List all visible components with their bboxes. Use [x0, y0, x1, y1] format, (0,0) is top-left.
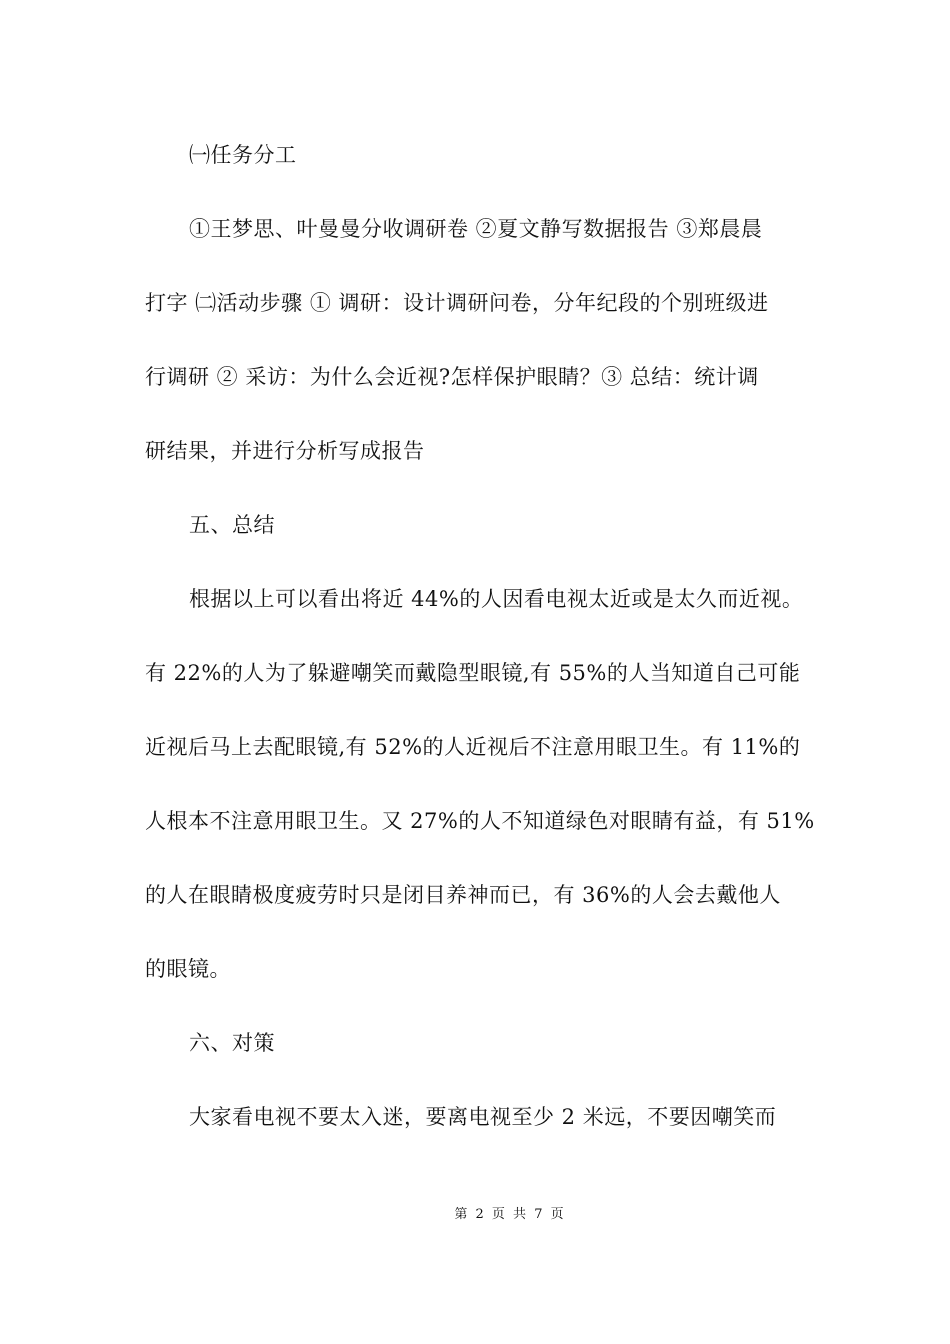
section-heading-countermeasures: 六、对策	[189, 1031, 275, 1055]
paragraph-line: 行调研 ② 采访：为什么会近视?怎样保护眼睛？③ 总结：统计调	[145, 365, 759, 389]
paragraph-line: 有 22%的人为了躲避嘲笑而戴隐型眼镜,有 55%的人当知道自己可能	[145, 661, 801, 685]
task-heading: ㈠任务分工	[189, 143, 297, 167]
paragraph-line: 的眼镜。	[145, 957, 231, 981]
paragraph-line: 近视后马上去配眼镜,有 52%的人近视后不注意用眼卫生。有 11%的	[145, 735, 801, 759]
paragraph-line: 打字 ㈡活动步骤 ① 调研：设计调研问卷，分年纪段的个别班级进	[145, 291, 769, 315]
paragraph-line: ①王梦思、叶曼曼分收调研卷 ②夏文静写数据报告 ③郑晨晨	[189, 217, 763, 241]
page-footer: 第 2 页 共 7 页	[454, 1207, 566, 1222]
paragraph-line: 大家看电视不要太入迷，要离电视至少 2 米远，不要因嘲笑而	[189, 1105, 777, 1129]
paragraph-line: 的人在眼睛极度疲劳时只是闭目养神而已，有 36%的人会去戴他人	[145, 883, 781, 907]
paragraph-line: 研结果，并进行分析写成报告	[145, 439, 425, 463]
paragraph-line: 根据以上可以看出将近 44%的人因看电视太近或是太久而近视。	[189, 587, 804, 611]
section-heading-summary: 五、总结	[189, 513, 275, 537]
paragraph-line: 人根本不注意用眼卫生。又 27%的人不知道绿色对眼睛有益，有 51%	[145, 809, 815, 833]
